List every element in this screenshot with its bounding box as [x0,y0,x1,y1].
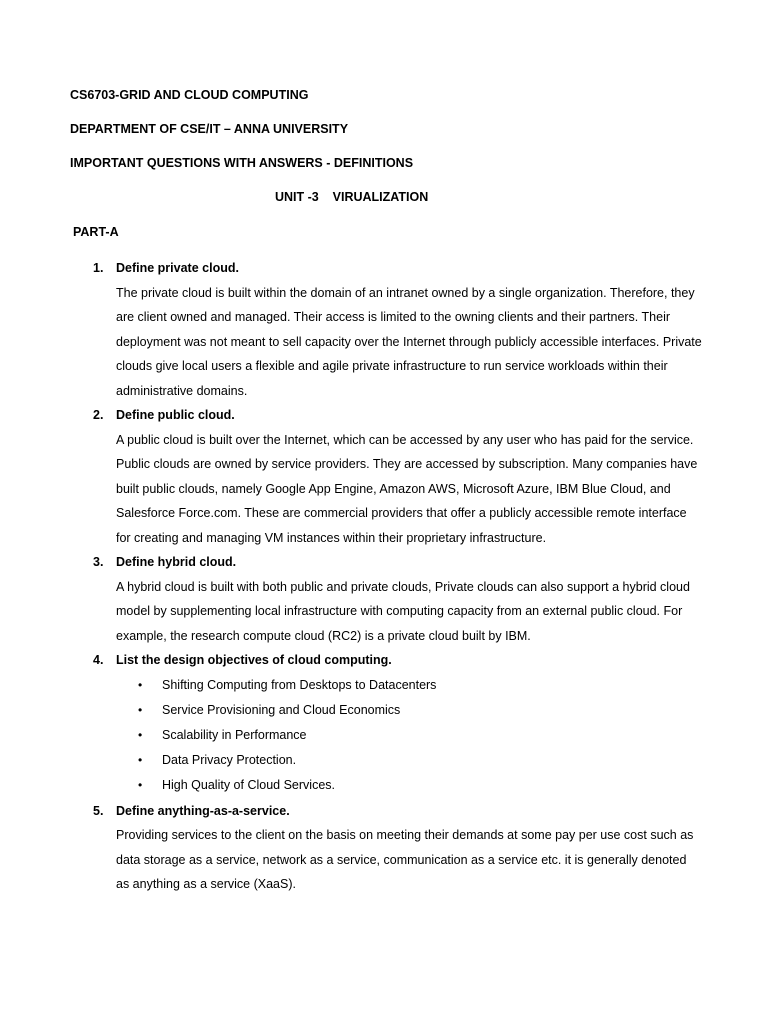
question-answer: A public cloud is built over the Internet, which can be accessed by any user who has paid for the service. Public clouds are owned by service providers. They are accessed by subscription. Many companies have built public clouds, namely Google App Engine, Amazon AWS, Microsoft Azure, IBM Blue Cloud, and Salesforce Force.com. These are commercial providers that offer a publicly accessible remote interface for creating and managing VM instances within their proprietary infrastructure. [116,432,698,545]
bullet-icon: • [138,727,143,742]
list-item-text: High Quality of Cloud Services. [162,778,335,793]
question-item [0,403,768,550]
question-title: Define private cloud. [116,261,239,275]
list-item-text: Service Provisioning and Cloud Economics [162,702,401,717]
objectives-list [116,673,702,799]
list-item [116,773,702,798]
list-item-text: Shifting Computing from Desktops to Datacenters [162,677,437,692]
bullet-icon: • [138,778,143,793]
question-item [0,648,768,799]
question-number: 5. [93,803,104,818]
unit-heading: UNIT -3 VIRUALIZATION [275,190,429,204]
question-title: Define anything-as-a-service. [116,803,290,818]
department-line: DEPARTMENT OF CSE/IT – ANNA UNIVERSITY [70,122,349,136]
question-answer: The private cloud is built within the domain of an intranet owned by a single organization. Therefore, they are client owned and managed. Their access is limited to the owning clients and their partners. Their deployment was not meant to sell capacity over the Internet through publicly accessible interfaces. Private clouds give local users a flexible and agile private infrastructure to run service workloads within their administrative domains. [116,285,702,398]
question-item [0,550,768,648]
question-number: 4. [93,653,104,667]
list-item-text: Scalability in Performance [162,727,307,742]
bullet-icon: • [138,702,143,717]
question-item [0,256,768,403]
bullet-icon: • [138,677,143,692]
question-title: Define public cloud. [116,408,235,422]
course-title: CS6703-GRID AND CLOUD COMPUTING [70,88,309,102]
list-item [116,698,702,723]
question-number: 1. [93,261,104,275]
list-item-text: Data Privacy Protection. [162,753,297,768]
question-answer: A hybrid cloud is built with both public and private clouds, Private clouds can also support a hybrid cloud model by supplementing local infrastructure with computing capacity from an external public cloud. For example, the research compute cloud (RC2) is a private cloud built by IBM. [116,579,690,643]
list-item [116,748,702,773]
question-title: Define hybrid cloud. [116,555,237,569]
question-item [0,799,768,897]
list-item [116,723,702,748]
document-subtitle: IMPORTANT QUESTIONS WITH ANSWERS - DEFINITIONS [70,156,414,170]
question-number: 3. [93,555,104,569]
list-item [116,673,702,698]
bullet-icon: • [138,753,143,768]
part-heading: PART-A [73,225,119,239]
question-title: List the design objectives of cloud computing. [116,653,392,667]
question-number: 2. [93,408,104,422]
question-answer: Providing services to the client on the basis on meeting their demands at some pay per use cost such as data storage as a service, network as a service, communication as a service etc. it is generally denoted as anything as a service (XaaS). [116,828,694,892]
question-list [0,256,768,897]
